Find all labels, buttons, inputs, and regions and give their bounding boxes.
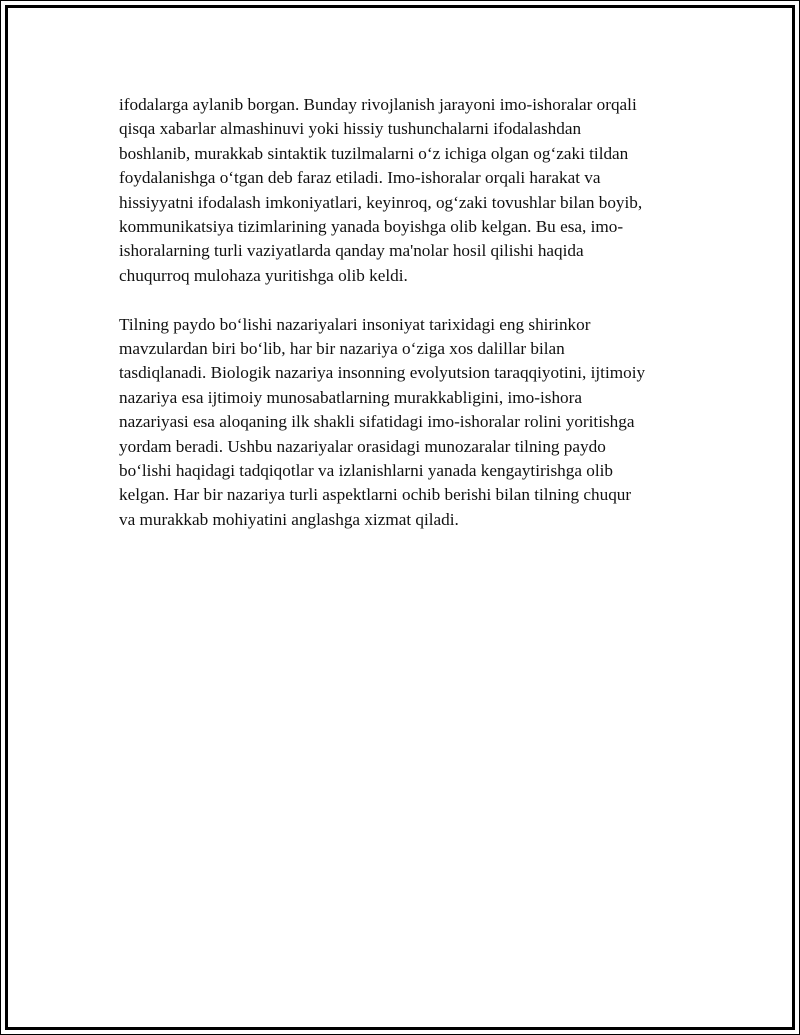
document-body	[119, 93, 664, 532]
text-line: boshlanib, murakkab sintaktik tuzilmalarni o‘z ichiga olgan og‘zaki tildan	[119, 143, 629, 163]
paragraph-2	[119, 313, 664, 533]
text-line: nazariya esa ijtimoiy munosabatlarning murakkabligini, imo-ishora	[119, 387, 582, 407]
text-line: qisqa xabarlar almashinuvi yoki hissiy tushunchalarni ifodalashdan	[119, 119, 582, 139]
text-line: kelgan. Har bir nazariya turli aspektlarni ochib berishi bilan tilning chuqur	[119, 485, 632, 505]
text-line: va murakkab mohiyatini anglashga xizmat qiladi.	[119, 509, 459, 529]
text-line: hissiyyatni ifodalash imkoniyatlari, keyinroq, og‘zaki tovushlar bilan boyib,	[119, 192, 643, 212]
text-line: ishoralarning turli vaziyatlarda qanday ma'nolar hosil qilishi haqida	[119, 241, 584, 261]
text-line: nazariyasi esa aloqaning ilk shakli sifatidagi imo-ishoralar rolini yoritishga	[119, 412, 635, 432]
text-line: foydalanishga o‘tgan deb faraz etiladi. Imo-ishoralar orqali harakat va	[119, 168, 601, 188]
text-line: ifodalarga aylanib borgan. Bunday rivojlanish jarayoni imo-ishoralar orqali	[119, 95, 637, 114]
text-line: Tilning paydo bo‘lishi nazariyalari insoniyat tarixidagi eng shirinkor	[119, 314, 591, 334]
text-line: tasdiqlanadi. Biologik nazariya insonning evolyutsion taraqqiyotini, ijtimoiy	[119, 363, 646, 383]
paragraph-1	[119, 93, 664, 288]
text-line: bo‘lishi haqidagi tadqiqotlar va izlanishlarni yanada kengaytirishga olib	[119, 461, 614, 481]
text-line: mavzulardan biri bo‘lib, har bir nazariya o‘ziga xos dalillar bilan	[119, 339, 565, 359]
text-line: yordam beradi. Ushbu nazariyalar orasidagi munozaralar tilning paydo	[119, 436, 606, 456]
text-line: chuqurroq mulohaza yuritishga olib keldi.	[119, 265, 408, 285]
text-line: kommunikatsiya tizimlarining yanada boyishga olib kelgan. Bu esa, imo-	[119, 217, 624, 237]
